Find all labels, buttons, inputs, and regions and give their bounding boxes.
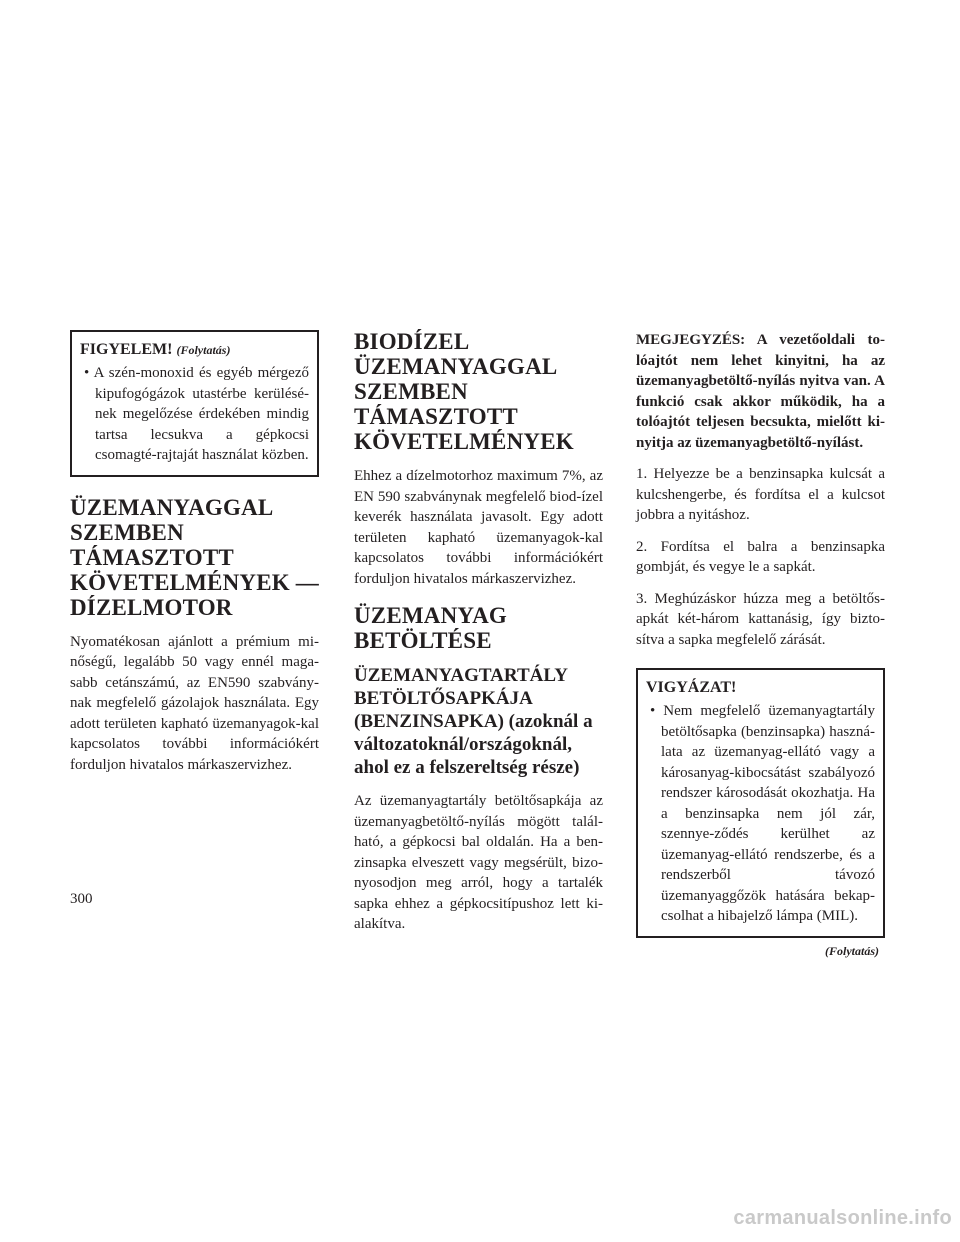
warning-bullet: • A szén-monoxid és egyéb mérgező kipufogógázok utastérbe kerülésé-nek megelőzése érdekében mindig tartsa lecsukva a gépkocsi csomagté-rajtaját használat közben. bbox=[84, 365, 309, 463]
warning-title-text: FIGYELEM! bbox=[80, 341, 173, 358]
caution-bullet: • Nem megfelelő üzemanyagtartály betöltősapka (benzinsapka) haszná-lata az üzemanyag-ellátó vagy a károsanyag-kibocsátást szabályozó rendszer károsodását okozhatja. Ha a benzinsapka nem jól zár, szennye-ződés kerülhet az üzemanyag-ellátó rendszerbe, és a rendszerből távozó üzemanyaggőzök hatására bekap-csolhat a hibajelző lámpa (MIL). bbox=[650, 703, 875, 924]
paragraph-biodiesel: Ehhez a dízelmotorhoz maximum 7%, az EN 590 szabványnak megfelelő biod-ízel keverék használata javasolt. Egy adott területen kapható üzemanyagok-kal kapcsolatos további információkért forduljon hivatalos márkaszervizhez. bbox=[354, 468, 603, 587]
warning-box bbox=[70, 330, 319, 477]
subheading-fuel-cap: ÜZEMANYAGTARTÁLY BETÖLTŐSAPKÁJA (BENZINSAPKA) (azoknál a változatoknál/országoknál, ahol ez a felszereltség része) bbox=[354, 665, 593, 778]
warning-title bbox=[80, 340, 309, 360]
section-heading-refueling: ÜZEMANYAG BETÖLTÉSE bbox=[354, 603, 508, 653]
step-2: 2. Fordítsa el balra a benzinsapka gombját, és vegye le a sapkát. bbox=[636, 538, 885, 575]
section-heading-biodiesel: BIODÍZEL ÜZEMANYAGGAL SZEMBEN TÁMASZTOTT KÖVETELMÉNYEK bbox=[354, 329, 574, 454]
step-3: 3. Meghúzáskor húzza meg a betöltős-apkát két-három kattanásig, így bizto-sítva a sapka megfelelő zárását. bbox=[636, 590, 885, 648]
page-number: 300 bbox=[70, 891, 93, 907]
middle-column bbox=[354, 330, 603, 935]
section-heading-diesel-fuel: ÜZEMANYAGGAL SZEMBEN TÁMASZTOTT KÖVETELMÉNYEK — DÍZELMOTOR bbox=[70, 494, 320, 620]
warning-continued: (Folytatás) bbox=[176, 343, 231, 357]
left-column bbox=[70, 330, 319, 775]
right-column bbox=[636, 330, 885, 959]
step-1: 1. Helyezze be a benzinsapka kulcsát a kulcshengerbe, és fordítsa el a kulcsot jobbra a nyitáshoz. bbox=[636, 466, 885, 523]
paragraph-diesel-fuel: Nyomatékosan ajánlott a prémium mi-nőségű, legalább 50 vagy ennél maga-sabb cetánszámú, az EN590 szabvány-nak megfelelő gázolajok használata. Egy adott területen kapható üzemanyagok-kal kapcsolatos további információkért forduljon hivatalos márkaszervizhez. bbox=[70, 633, 319, 773]
continued-label: (Folytatás) bbox=[825, 943, 879, 958]
caution-title: VIGYÁZAT! bbox=[646, 679, 737, 696]
note-paragraph: MEGJEGYZÉS: A vezetőoldali to-lóajtót nem lehet kinyitni, ha az üzemanyagbetöltő-nyílás nyitva van. A funkció csak akkor működik, ha a tolóajtót teljesen becsukta, mielőtt ki-nyitja az üzemanyagbetöltő-nyílást. bbox=[636, 332, 885, 451]
caution-box bbox=[636, 668, 885, 938]
watermark-text: carmanualsonline.info bbox=[733, 1207, 952, 1229]
paragraph-fuel-cap: Az üzemanyagtartály betöltősapkája az üzemanyagbetöltő-nyílás mögött talál-ható, a gépkocsi bal oldalán. Ha a ben-zinsapka elveszett vagy megsérült, bizo-nyosodjon meg arról, hogy a tartalék sapka ehhez a gépkocsitípushoz lett ki-alakítva. bbox=[354, 793, 603, 932]
